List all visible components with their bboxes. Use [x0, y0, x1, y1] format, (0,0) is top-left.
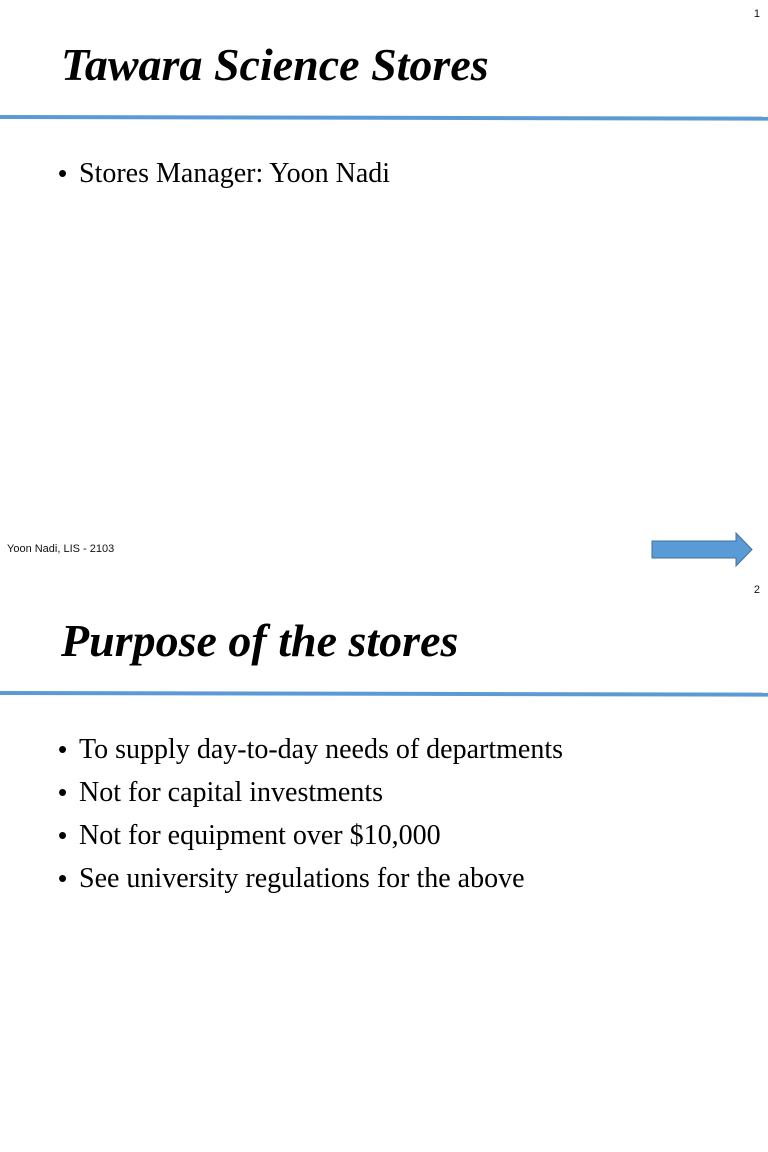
bullet-icon: •: [58, 820, 68, 850]
slide-title: Purpose of the stores: [61, 615, 459, 666]
footer-text: Yoon Nadi, LIS - 2103: [7, 543, 115, 555]
bullet-icon: •: [58, 863, 68, 893]
right-arrow-icon[interactable]: [651, 532, 754, 567]
page-number: 2: [753, 584, 760, 596]
bullet-item: [58, 730, 563, 773]
bullet-item: [58, 816, 563, 859]
bullet-item: [58, 154, 390, 197]
bullet-text: Not for equipment over $10,000: [79, 820, 441, 851]
slide-title: Tawara Science Stores: [61, 39, 489, 90]
bullet-text: Not for capital investments: [79, 777, 384, 808]
bullet-text: Stores Manager: Yoon Nadi: [79, 158, 391, 189]
slide-2: [0, 576, 768, 1152]
bullet-list: [58, 154, 390, 197]
title-divider: [0, 115, 768, 121]
bullet-text: To supply day-to-day needs of departments: [79, 734, 564, 765]
bullet-item: [58, 859, 563, 902]
bullet-icon: •: [58, 158, 68, 188]
bullet-item: [58, 773, 563, 816]
bullet-icon: •: [58, 777, 68, 807]
bullet-text: See university regulations for the above: [79, 863, 525, 894]
page-number: 1: [753, 8, 760, 20]
title-divider: [0, 691, 768, 697]
bullet-list: [58, 730, 563, 902]
bullet-icon: •: [58, 734, 68, 764]
